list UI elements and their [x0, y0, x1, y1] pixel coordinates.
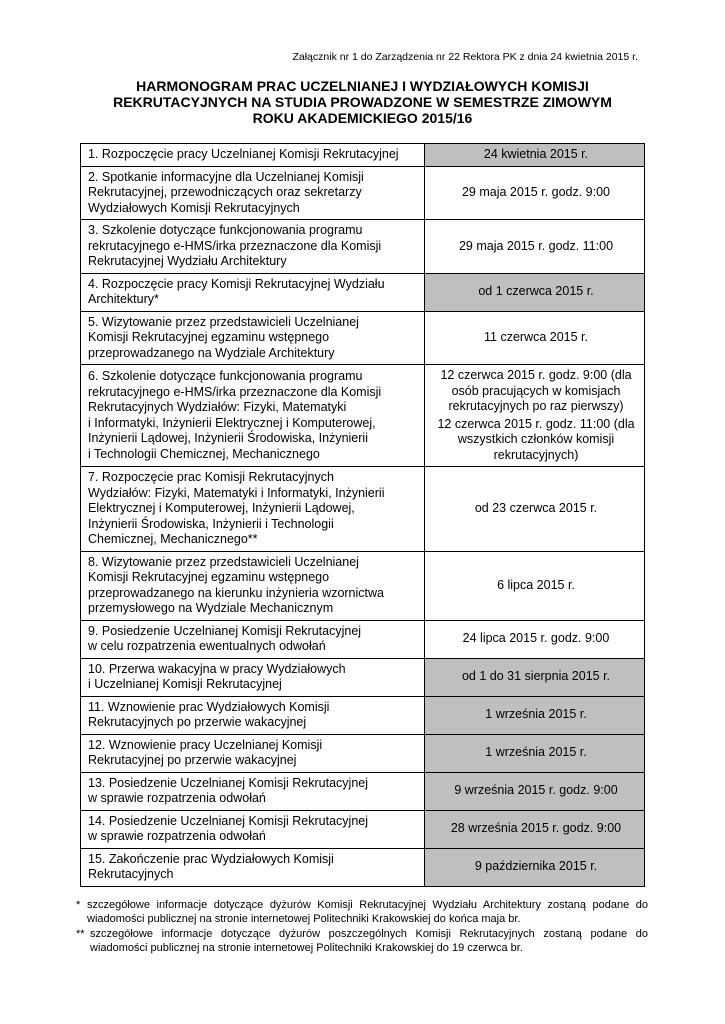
- task-line: 8. Wizytowanie przez przedstawicieli Uczelnianej: [88, 554, 359, 569]
- date-text: 9 października 2015 r.: [474, 859, 598, 874]
- date-cell: [425, 365, 645, 467]
- schedule-row: [81, 365, 645, 467]
- date-text: 1 września 2015 r.: [485, 707, 587, 722]
- date-cell: [425, 467, 645, 552]
- date-text: 24 kwietnia 2015 r.: [483, 147, 589, 161]
- task-cell: [81, 772, 425, 810]
- task-line: w sprawie rozpatrzenia odwołań: [88, 791, 266, 805]
- schedule-row: [81, 551, 645, 620]
- task-line: i Informatyki, Inżynierii Elektrycznej i Komputerowej,: [88, 415, 376, 430]
- task-line: 5. Wizytowanie przez przedstawicieli Uczelnianej: [88, 314, 359, 329]
- task-cell: [81, 311, 425, 365]
- task-line: Inżynierii Środowiska, Inżynierii i Technologii: [88, 516, 334, 531]
- footnote-faculties: [76, 927, 648, 955]
- task-line: 12. Wznowienie pracy Uczelnianej Komisji: [88, 737, 323, 752]
- footnote-architecture: [76, 898, 648, 926]
- task-line: Rekrutacyjnych Wydziałów: Fizyki, Matematyki: [88, 400, 347, 414]
- task-line: rekrutacyjnego e-HMS/irka przeznaczone dla Komisji: [88, 238, 382, 253]
- task-line: 10. Przerwa wakacyjna w pracy Wydziałowych: [88, 661, 346, 676]
- task-cell: [81, 220, 425, 274]
- task-line: w sprawie rozpatrzenia odwołań: [88, 829, 266, 843]
- task-line: Komisji Rekrutacyjnej egzaminu wstępnego: [88, 330, 330, 344]
- task-line: 4. Rozpoczęcie pracy Komisji Rekrutacyjnej Wydziału: [88, 276, 385, 291]
- date-cell: [425, 311, 645, 365]
- task-cell: [81, 620, 425, 658]
- schedule-row: [81, 273, 645, 311]
- date-cell: [425, 696, 645, 734]
- date-cell: [425, 166, 645, 220]
- task-line: 13. Posiedzenie Uczelnianej Komisji Rekrutacyjnej: [88, 775, 368, 790]
- schedule-row: [81, 810, 645, 848]
- task-line: przeprowadzanego na kierunku inżynieria wzornictwa: [88, 585, 384, 600]
- date-cell: [425, 772, 645, 810]
- task-line: Komisji Rekrutacyjnej egzaminu wstępnego: [88, 570, 330, 584]
- date-text: 28 września 2015 r. godz. 9:00: [450, 821, 622, 836]
- date-text: 24 lipca 2015 r. godz. 9:00: [462, 631, 610, 646]
- task-cell: [81, 696, 425, 734]
- task-line: przeprowadzanego na Wydziale Architektury: [88, 345, 335, 360]
- date-text: 11 czerwca 2015 r.: [484, 330, 588, 344]
- schedule-row: [81, 734, 645, 772]
- footnote-mark: *: [76, 899, 81, 911]
- task-cell: [81, 810, 425, 848]
- task-line: 11. Wznowienie prac Wydziałowych Komisji: [88, 699, 330, 714]
- task-cell: [81, 467, 425, 552]
- date-cell: [425, 551, 645, 620]
- task-line: i Uczelnianej Komisji Rekrutacyjnej: [88, 677, 282, 691]
- task-line: Chemicznej, Mechanicznego**: [88, 532, 258, 546]
- date-cell: [425, 848, 645, 886]
- task-cell: [81, 144, 425, 167]
- task-line: w celu rozpatrzenia ewentualnych odwołań: [88, 639, 326, 653]
- title-line: ROKU AKADEMICKIEGO 2015/16: [252, 110, 473, 126]
- task-line: i Technologii Chemicznej, Mechanicznego: [88, 446, 320, 461]
- date-cell: [425, 273, 645, 311]
- date-text: 9 września 2015 r. godz. 9:00: [454, 783, 618, 798]
- date-cell: [425, 220, 645, 274]
- schedule-row: [81, 467, 645, 552]
- schedule-row: [81, 658, 645, 696]
- attachment-note: Załącznik nr 1 do Zarządzenia nr 22 Rektora PK z dnia 24 kwietnia 2015 r.: [292, 51, 638, 63]
- date-text: od 23 czerwca 2015 r.: [474, 501, 598, 515]
- task-cell: [81, 551, 425, 620]
- task-line: Wydziałowych Komisji Rekrutacyjnych: [88, 200, 300, 215]
- task-line: rekrutacyjnego e-HMS/irka przeznaczone dla Komisji: [88, 384, 382, 399]
- footnote-text: szczegółowe informacje dotyczące dyżurów poszczególnych Komisji Rekrutacyjnych zostaną podane do wiadomości publicznej na stronie internetowej Politechniki Krakowskiej do 19 czerwca br.: [90, 928, 648, 954]
- footnote-text: szczegółowe informacje dotyczące dyżurów Komisji Rekrutacyjnej Wydziału Architektury zostaną podane do wiadomości publicznej na stronie internetowej Politechniki Krakowskiej do końca maja br.: [87, 899, 648, 925]
- task-line: 2. Spotkanie informacyjne dla Uczelnianej Komisji: [88, 169, 364, 184]
- task-line: Elektrycznej i Komputerowej, Inżynierii Lądowej,: [88, 501, 355, 515]
- schedule-row: [81, 311, 645, 365]
- footnotes: [76, 898, 648, 955]
- date-cell: [425, 658, 645, 696]
- date-cell: [425, 620, 645, 658]
- task-line: Wydziałów: Fizyki, Matematyki i Informatyki, Inżynierii: [88, 485, 385, 500]
- task-line: 14. Posiedzenie Uczelnianej Komisji Rekrutacyjnej: [88, 813, 368, 828]
- schedule-row: [81, 166, 645, 220]
- task-line: Rekrutacyjnych po przerwie wakacyjnej: [88, 715, 307, 729]
- schedule-table: [80, 143, 645, 887]
- task-cell: [81, 273, 425, 311]
- task-cell: [81, 848, 425, 886]
- title-line: HARMONOGRAM PRAC UCZELNIANEJ I WYDZIAŁOWYCH KOMISJI: [136, 78, 589, 94]
- task-line: Architektury*: [88, 292, 159, 306]
- task-line: 3. Szkolenie dotyczące funkcjonowania programu: [88, 223, 363, 237]
- task-line: 15. Zakończenie prac Wydziałowych Komisji: [88, 851, 334, 866]
- date-text: 29 maja 2015 r. godz. 9:00: [461, 185, 611, 199]
- task-line: Rekrutacyjnej po przerwie wakacyjnej: [88, 753, 297, 767]
- date-text: od 1 do 31 sierpnia 2015 r.: [461, 669, 611, 684]
- task-line: przemysłowego na Wydziale Mechanicznym: [88, 601, 334, 615]
- task-line: 1. Rozpoczęcie pracy Uczelnianej Komisji Rekrutacyjnej: [88, 147, 399, 161]
- schedule-row: [81, 696, 645, 734]
- task-cell: [81, 658, 425, 696]
- date-text: 12 czerwca 2015 r. godz. 11:00 (dla wszystkich członków komisji rekrutacyjnych): [437, 416, 635, 462]
- date-text: 6 lipca 2015 r.: [497, 577, 575, 592]
- date-text: od 1 czerwca 2015 r.: [478, 284, 594, 299]
- date-text: 12 czerwca 2015 r. godz. 9:00 (dla osób pracujących w komisjach rekrutacyjnych po raz pierwszy): [440, 368, 632, 413]
- date-text: 1 września 2015 r.: [485, 745, 587, 760]
- date-cell: [425, 810, 645, 848]
- date-text: 29 maja 2015 r. godz. 11:00: [458, 238, 614, 253]
- task-line: Inżynierii Lądowej, Inżynierii Środowiska, Inżynierii: [88, 431, 368, 445]
- schedule-row: [81, 144, 645, 167]
- schedule-row: [81, 620, 645, 658]
- date-cell: [425, 734, 645, 772]
- task-cell: [81, 365, 425, 467]
- task-cell: [81, 734, 425, 772]
- title-line: REKRUTACYJNYCH NA STUDIA PROWADZONE W SEMESTRZE ZIMOWYM: [113, 94, 612, 110]
- task-line: 9. Posiedzenie Uczelnianej Komisji Rekrutacyjnej: [88, 623, 362, 638]
- schedule-row: [81, 220, 645, 274]
- footnote-mark: **: [76, 928, 85, 940]
- schedule-row: [81, 772, 645, 810]
- document-title: [0, 78, 725, 126]
- date-cell: [425, 144, 645, 167]
- task-cell: [81, 166, 425, 220]
- schedule-row: [81, 848, 645, 886]
- task-line: 7. Rozpoczęcie prac Komisji Rekrutacyjnych: [88, 470, 334, 484]
- task-line: Rekrutacyjnej Wydziału Architektury: [88, 254, 287, 268]
- task-line: Rekrutacyjnych: [88, 867, 174, 881]
- task-line: Rekrutacyjnej, przewodniczących oraz sekretarzy: [88, 185, 362, 199]
- task-line: 6. Szkolenie dotyczące funkcjonowania programu: [88, 369, 363, 383]
